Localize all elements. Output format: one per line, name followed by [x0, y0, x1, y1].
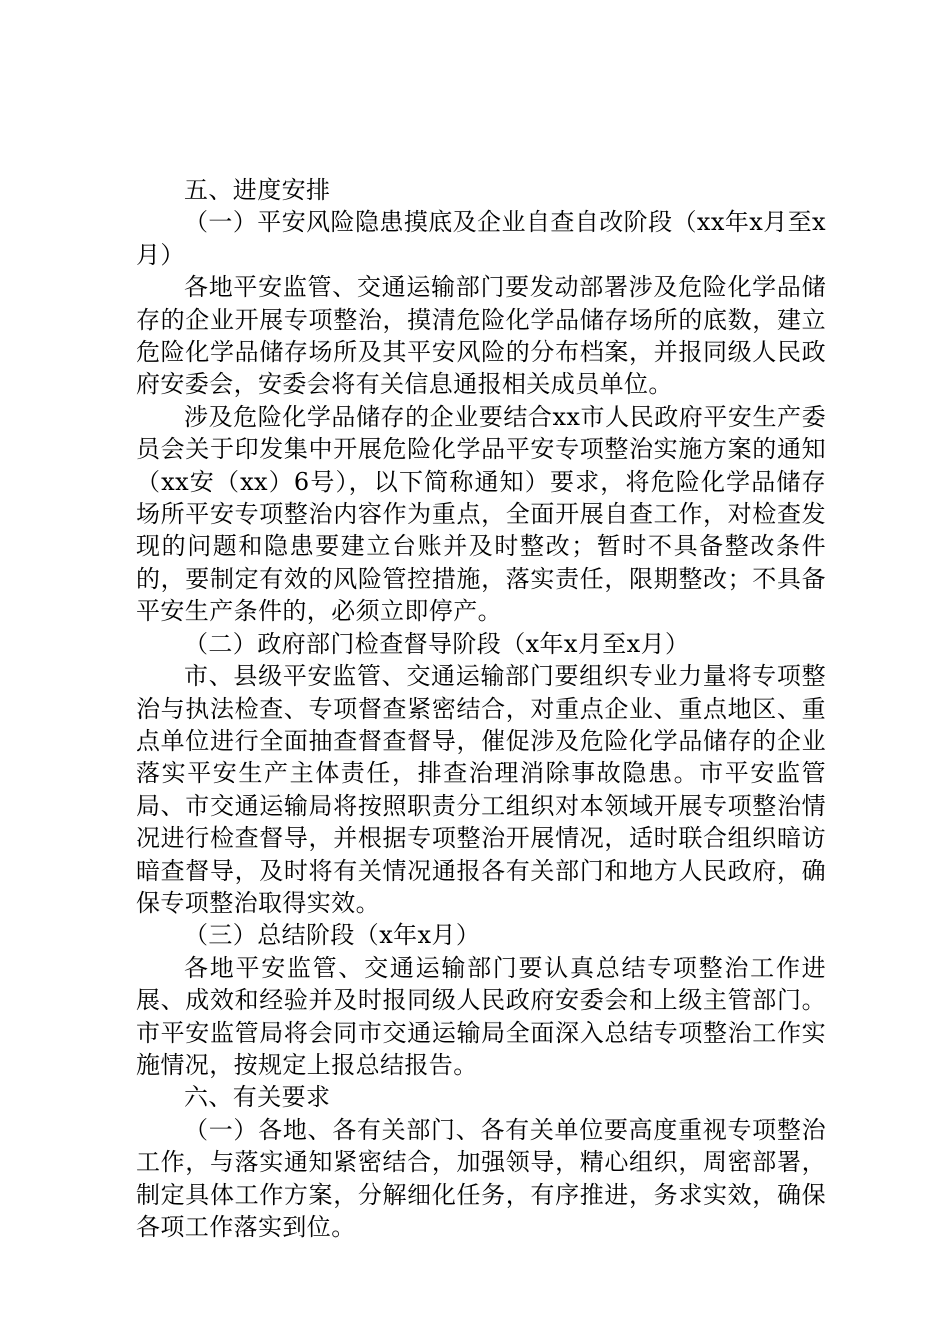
- stage-heading-government-inspection: （二）政府部门检查督导阶段（x年x月至x月）: [184, 629, 690, 658]
- document-body: [136, 174, 826, 1243]
- section-heading-progress: 五、进度安排: [184, 176, 331, 204]
- stage-heading-self-inspection: （一）平安风险隐患摸底及企业自查自改阶段（xx年x月至x月）: [136, 208, 826, 269]
- section-heading-requirements: 六、有关要求: [184, 1083, 331, 1112]
- stage-heading-summary: （三）总结阶段（x年x月）: [184, 921, 481, 950]
- paragraph-stage3: 各地平安监管、交通运输部门要认真总结专项整治工作进展、成效和经验并及时报同级人民政府安委会和上级主管部门。市平安监管局将会同市交通运输局全面深入总结专项整治工作实施情况，按规定上报总结报告。: [136, 953, 826, 1079]
- paragraph-stage1-deploy: 各地平安监管、交通运输部门要发动部署涉及危险化学品储存的企业开展专项整治，摸清危险化学品储存场所的底数，建立危险化学品储存场所及其平安风险的分布档案，并报同级人民政府安委会，安委会将有关信息通报相关成员单位。: [136, 273, 826, 399]
- paragraph-stage1-enterprise: 涉及危险化学品储存的企业要结合xx市人民政府平安生产委员会关于印发集中开展危险化学品平安专项整治实施方案的通知（xx安（xx）6号），以下简称通知）要求，将危险化学品储存场所平安专项整治内容作为重点，全面开展自查工作，对检查发现的问题和隐患要建立台账并及时整改；暂时不具备整改条件的，要制定有效的风险管控措施，落实责任，限期整改；不具备平安生产条件的，必须立即停产。: [136, 402, 826, 626]
- paragraph-stage2: 市、县级平安监管、交通运输部门要组织专业力量将专项整治与执法检查、专项督查紧密结合，对重点企业、重点地区、重点单位进行全面抽查督查督导，催促涉及危险化学品储存的企业落实平安生产主体责任，排查治理消除事故隐患。市平安监管局、市交通运输局将按照职责分工组织对本领域开展专项整治情况进行检查督导，并根据专项整治开展情况，适时联合组织暗访暗查督导，及时将有关情况通报各有关部门和地方人民政府，确保专项整治取得实效。: [136, 662, 826, 917]
- paragraph-requirement1: （一）各地、各有关部门、各有关单位要高度重视专项整治工作，与落实通知紧密结合，加强领导，精心组织，周密部署，制定具体工作方案，分解细化任务，有序推进，务求实效，确保各项工作落实到位。: [136, 1115, 826, 1241]
